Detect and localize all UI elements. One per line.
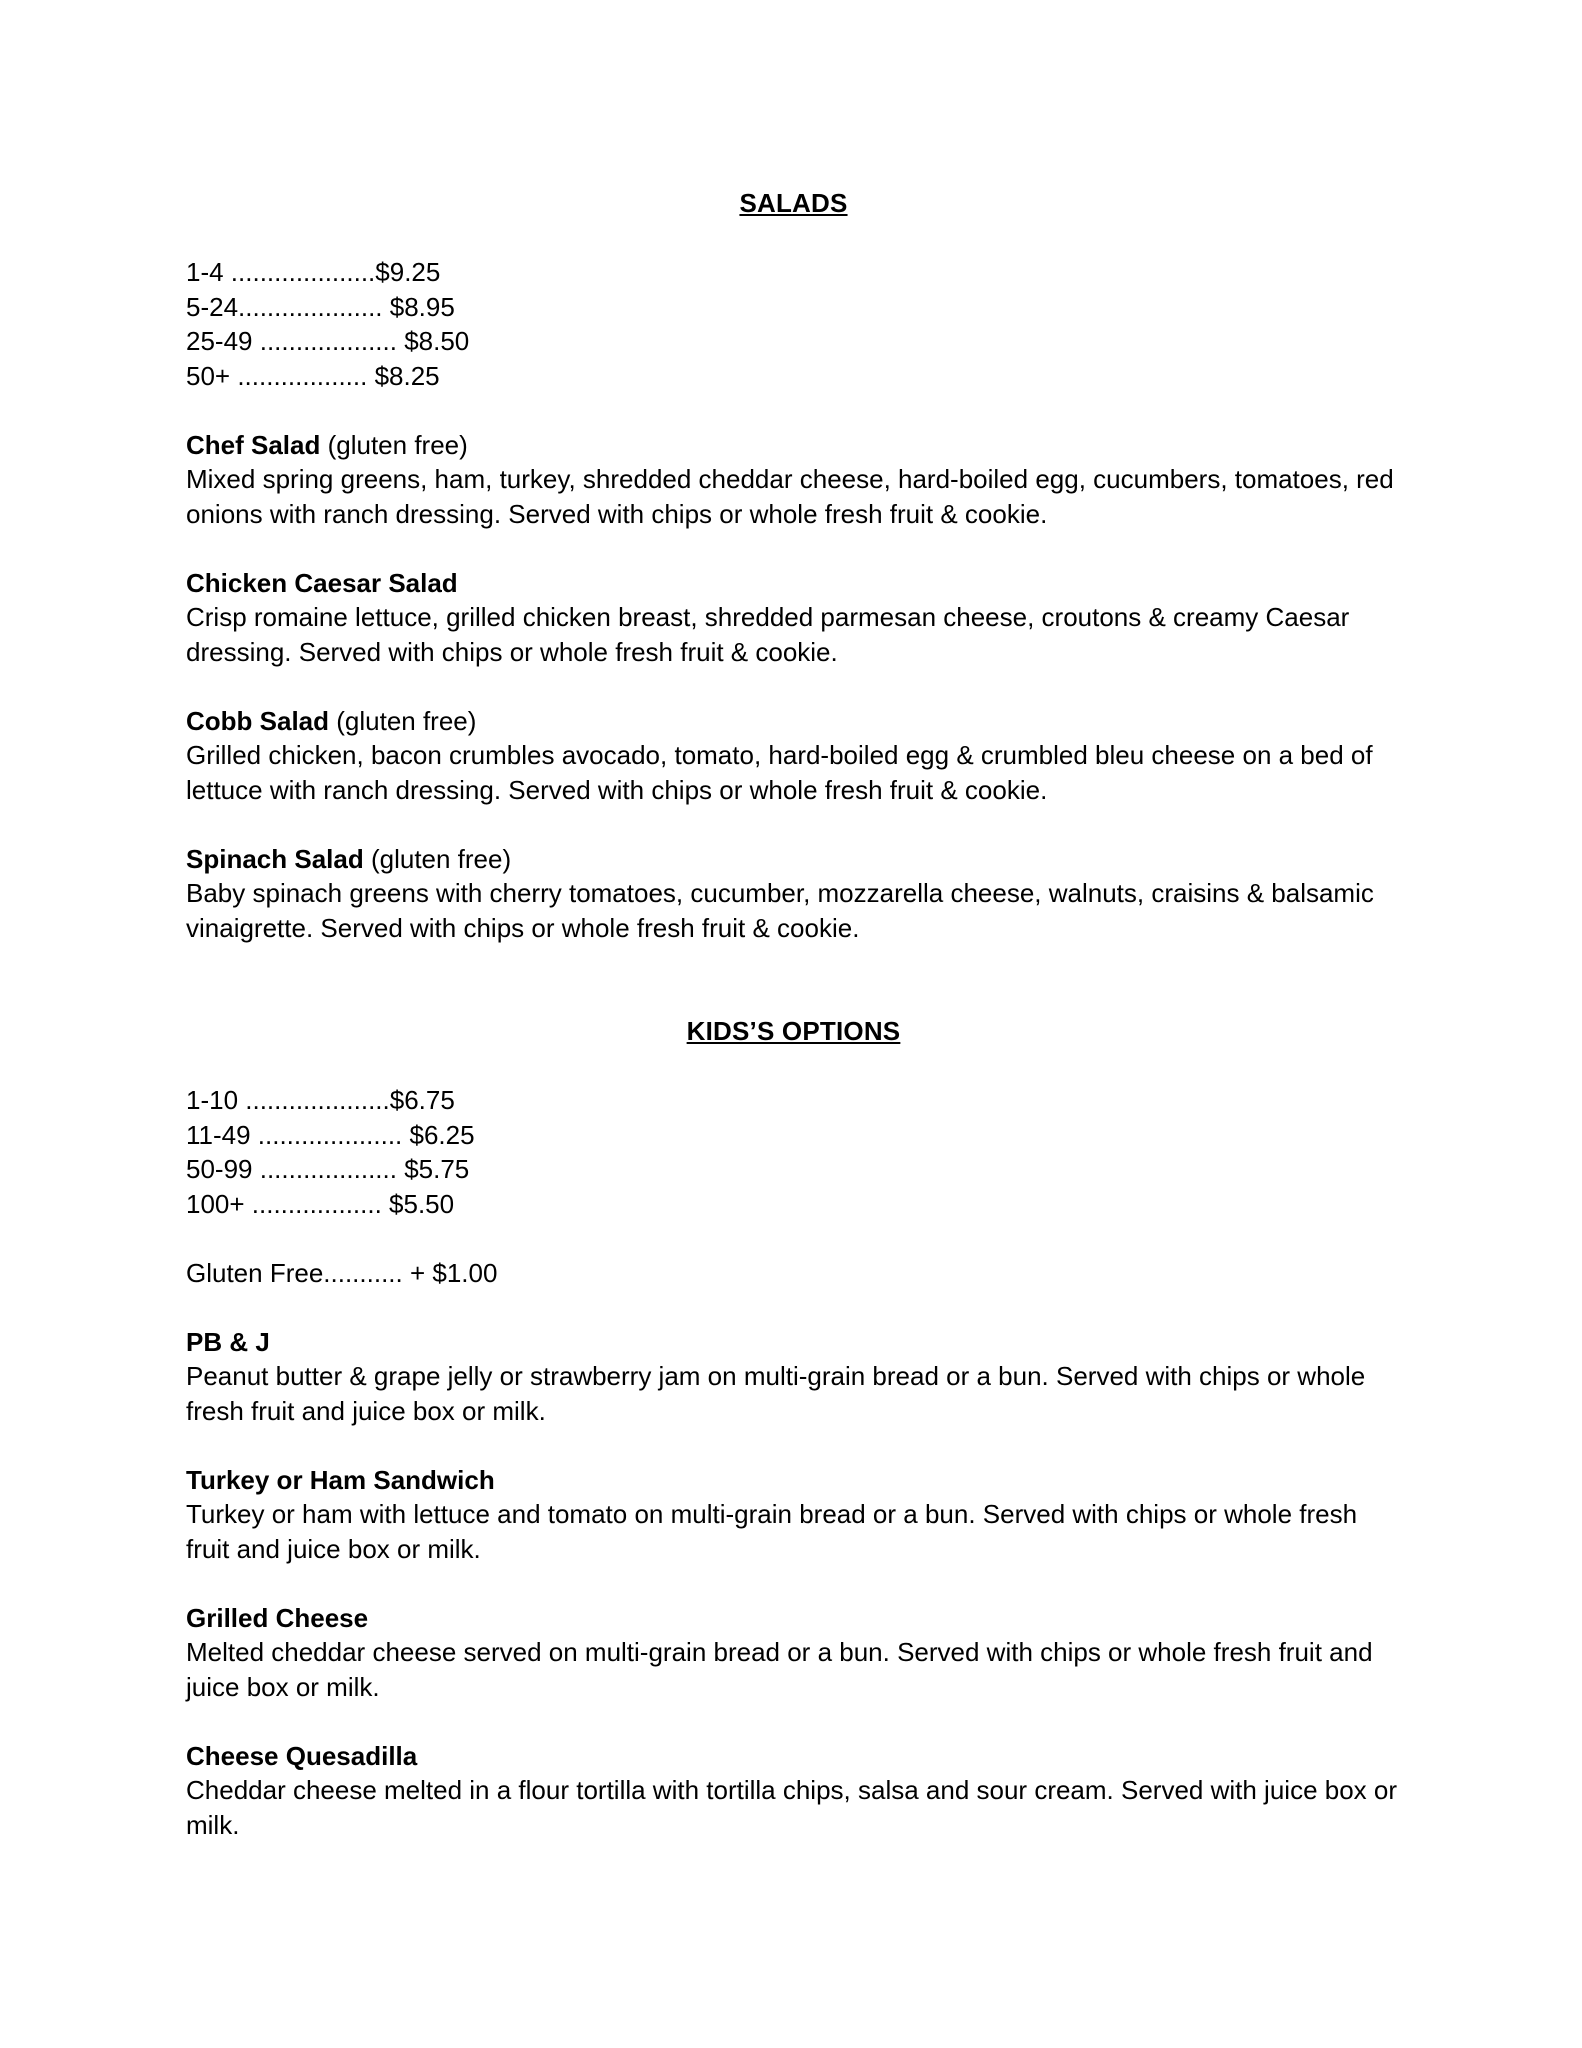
item-name: Spinach Salad <box>186 843 364 874</box>
item-description: Melted cheddar cheese served on multi-grain bread or a bun. Served with chips or whole fresh fruit and juice box or milk. <box>186 1637 1373 1702</box>
salads-title: SALADS <box>739 188 848 218</box>
item-description: Cheddar cheese melted in a flour tortilla with tortilla chips, salsa and sour cream. Served with juice box or milk. <box>186 1775 1398 1840</box>
item-name: Chef Salad <box>186 429 321 460</box>
kids-options-title: KIDS’S OPTIONS <box>686 1016 901 1046</box>
salads-price-list <box>186 255 1401 393</box>
menu-item-chef-salad <box>186 428 1401 532</box>
kids-price-tier: 11-49 .................... $6.25 <box>186 1119 475 1150</box>
salads-price-tier: 50+ .................. $8.25 <box>186 360 440 391</box>
item-description: Peanut butter & grape jelly or strawberry jam on multi-grain bread or a bun. Served with chips or whole fresh fruit and juice box or milk. <box>186 1361 1366 1426</box>
menu-item-grilled-cheese <box>186 1601 1401 1705</box>
kids-price-tier: 50-99 ................... $5.75 <box>186 1154 470 1184</box>
item-description: Mixed spring greens, ham, turkey, shredded cheddar cheese, hard-boiled egg, cucumbers, tomatoes, red onions with ranch dressing. Served with chips or whole fresh fruit & cookie. <box>186 464 1394 529</box>
gluten-free-surcharge: Gluten Free........... + $1.00 <box>186 1257 498 1288</box>
menu-item-cheese-quesadilla <box>186 1739 1401 1843</box>
salads-price-tier: 1-4 ....................$9.25 <box>186 257 441 287</box>
kids-price-list <box>186 1083 1401 1221</box>
item-note: (gluten free) <box>363 843 512 874</box>
item-description: Crisp romaine lettuce, grilled chicken breast, shredded parmesan cheese, croutons & creamy Caesar dressing. Served with chips or whole fresh fruit & cookie. <box>186 602 1350 667</box>
salads-price-tier: 25-49 ................... $8.50 <box>186 326 470 356</box>
salads-price-tier: 5-24.................... $8.95 <box>186 291 455 322</box>
item-name: PB & J <box>186 1326 270 1357</box>
item-name: Grilled Cheese <box>186 1602 369 1633</box>
item-note: (gluten free) <box>320 429 468 460</box>
menu-item-chicken-caesar-salad <box>186 566 1401 670</box>
item-description: Grilled chicken, bacon crumbles avocado, tomato, hard-boiled egg & crumbled bleu cheese on a bed of lettuce with ranch dressing. Served with chips or whole fresh fruit & cookie. <box>186 740 1373 805</box>
menu-content <box>186 186 1401 1842</box>
item-name: Cobb Salad <box>186 705 330 736</box>
menu-item-turkey-or-ham-sandwich <box>186 1463 1401 1567</box>
section-spacer <box>186 945 1401 1014</box>
item-description: Baby spinach greens with cherry tomatoes, cucumber, mozzarella cheese, walnuts, craisins & balsamic vinaigrette. Served with chips or whole fresh fruit & cookie. <box>186 878 1374 943</box>
menu-item-spinach-salad <box>186 842 1401 946</box>
item-note: (gluten free) <box>329 705 477 736</box>
item-name: Chicken Caesar Salad <box>186 567 458 598</box>
kids-price-tier: 100+ .................. $5.50 <box>186 1188 455 1219</box>
menu-item-pb-and-j <box>186 1325 1401 1429</box>
kids-price-tier: 1-10 ....................$6.75 <box>186 1085 455 1115</box>
item-description: Turkey or ham with lettuce and tomato on multi-grain bread or a bun. Served with chips or whole fresh fruit and juice box or milk. <box>186 1499 1358 1564</box>
item-name: Cheese Quesadilla <box>186 1740 418 1771</box>
menu-item-cobb-salad <box>186 704 1401 808</box>
item-name: Turkey or Ham Sandwich <box>186 1464 495 1495</box>
